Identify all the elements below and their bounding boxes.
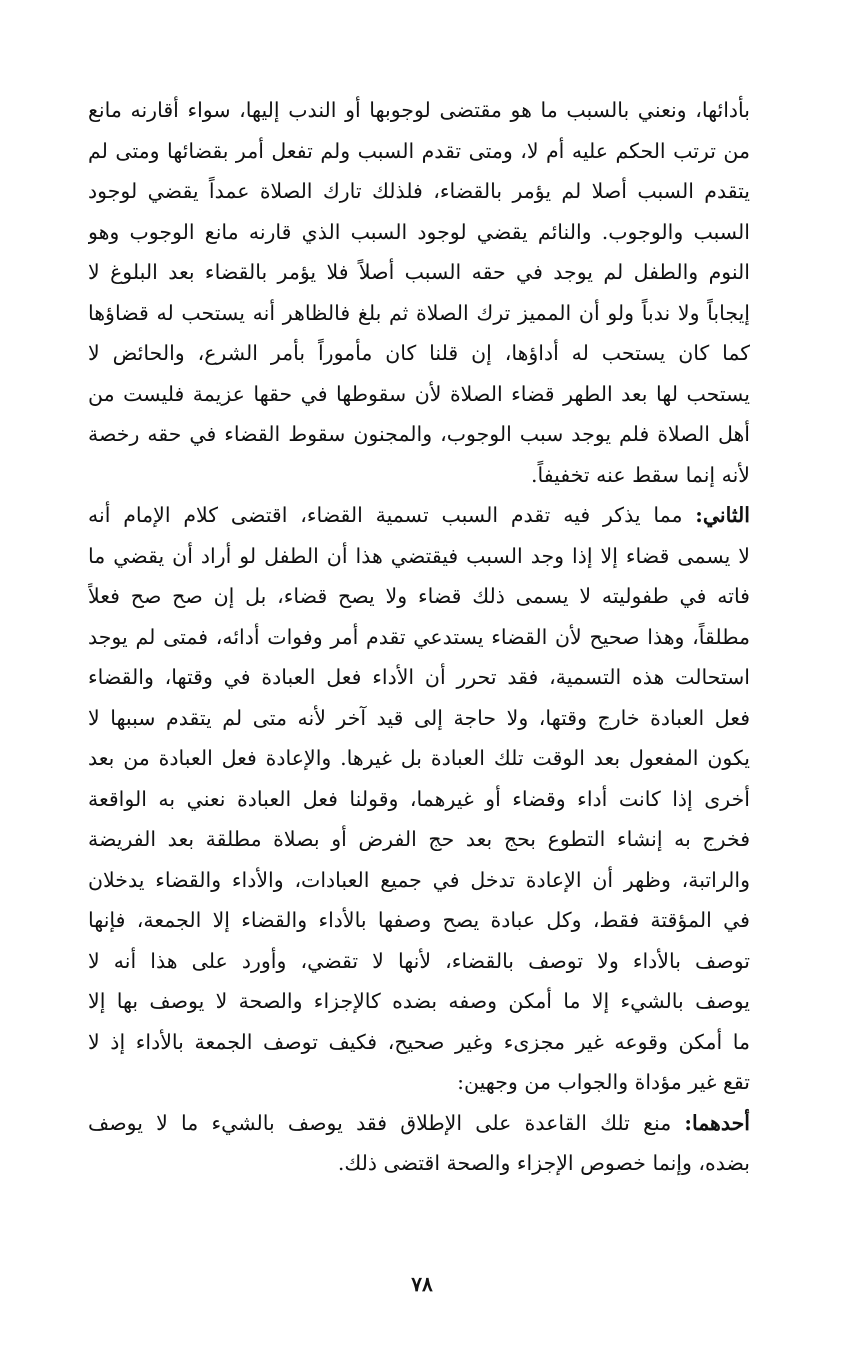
text-line: في المؤقتة فقط، وكل عبادة يصح وصفها بالأداء والقضاء إلا الجمعة، فإنها	[88, 908, 750, 932]
text-line: الثاني: مما يذكر فيه تقدم السبب تسمية القضاء، اقتضى كلام الإمام أنه	[88, 503, 750, 527]
text-line: مطلقاً، وهذا صحيح لأن القضاء يستدعي تقدم أمر وفوات أدائه، فمتى لم يوجد	[88, 624, 750, 649]
text-line: لأنه إنما سقط عنه تخفيفاً.	[531, 462, 750, 487]
text-line: أحدهما: منع تلك القاعدة على الإطلاق فقد يوصف بالشيء ما لا يوصف	[88, 1110, 750, 1135]
paragraph-3	[88, 1103, 750, 1184]
text-line: السبب والوجوب. والنائم يقضي لوجود السبب الذي قارنه مانع الوجوب وهو	[88, 219, 750, 244]
text-line: فعل العبادة خارج وقتها، ولا حاجة إلى قيد آخر لأنه متى لم يتقدم سببها لا	[88, 705, 750, 730]
text-line: بضده، وإنما خصوص الإجزاء والصحة اقتضى ذلك.	[337, 1151, 750, 1175]
text-line: كما كان يستحب له أداؤها، إن قلنا كان مأموراً بأمر الشرع، والحائض لا	[88, 341, 750, 365]
body-text	[88, 90, 750, 1184]
paragraph-2	[88, 495, 750, 1103]
text-line: إيجاباً ولا ندباً ولو أن المميز ترك الصلاة ثم بلغ فالظاهر أنه يستحب له قضاؤها	[88, 300, 750, 325]
text-line: يستحب لها بعد الطهر قضاء الصلاة لأن سقوطها في حقها عزيمة فليست من	[88, 381, 750, 406]
text-line: لا يسمى قضاء إلا إذا وجد السبب فيقتضي هذا أن الطفل لو أراد أن يقضي ما	[88, 543, 750, 568]
text-line: تقع غير مؤداة والجواب من وجهين:	[457, 1070, 750, 1094]
text-line: ما أمكن وقوعه غير مجزىء وغير صحيح، فكيف توصف الجمعة بالأداء إذ لا	[88, 1029, 750, 1054]
text-line: أهل الصلاة فلم يوجد سبب الوجوب، والمجنون سقوط القضاء في حقه رخصة	[88, 422, 750, 446]
text-line: والراتبة، وظهر أن الإعادة تدخل في جميع العبادات، والأداء والقضاء يدخلان	[88, 867, 750, 892]
text-line: من ترتب الحكم عليه أم لا، ومتى تقدم السبب ولم تفعل أمر بقضائها ومتى لم	[88, 138, 750, 163]
section-lead-second: الثاني:	[695, 503, 750, 527]
section-lead-first: أحدهما:	[684, 1110, 750, 1135]
text-line: استحالت هذه التسمية، فقد تحرر أن الأداء فعل العبادة في وقتها، والقضاء	[88, 665, 750, 689]
text-line: يتقدم السبب أصلا لم يؤمر بالقضاء، فلذلك تارك الصلاة عمداً يقضي لوجود	[88, 179, 750, 203]
text-line: فخرج به إنشاء التطوع بحج بعد حج الفرض أو بصلاة مطلقة بعد الفريضة	[88, 827, 750, 851]
text-line: يكون المفعول بعد الوقت تلك العبادة بل غيرها. والإعادة فعل العبادة من بعد	[88, 746, 750, 770]
text-line: النوم والطفل لم يوجد في حقه السبب أصلاً فلا يؤمر بالقضاء بعد البلوغ لا	[88, 260, 750, 284]
text-line: توصف بالأداء ولا توصف بالقضاء، لأنها لا تقضي، وأورد على هذا أنه لا	[88, 948, 750, 973]
text-line: بأدائها، ونعني بالسبب ما هو مقتضى لوجوبها أو الندب إليها، سواء أقارنه مانع	[88, 98, 750, 122]
text-line: فاته في طفوليته لا يسمى ذلك قضاء ولا يصح قضاء، بل إن صح صح فعلاً	[88, 584, 750, 608]
text-line: يوصف بالشيء إلا ما أمكن وصفه بضده كالإجزاء والصحة لا يوصف بها إلا	[88, 989, 750, 1013]
page-number: ٧٨	[411, 1272, 433, 1296]
paragraph-1	[88, 90, 750, 495]
text-line: أخرى إذا كانت أداء وقضاء أو غيرهما، وقولنا فعل العبادة نعني به الواقعة	[88, 786, 750, 811]
